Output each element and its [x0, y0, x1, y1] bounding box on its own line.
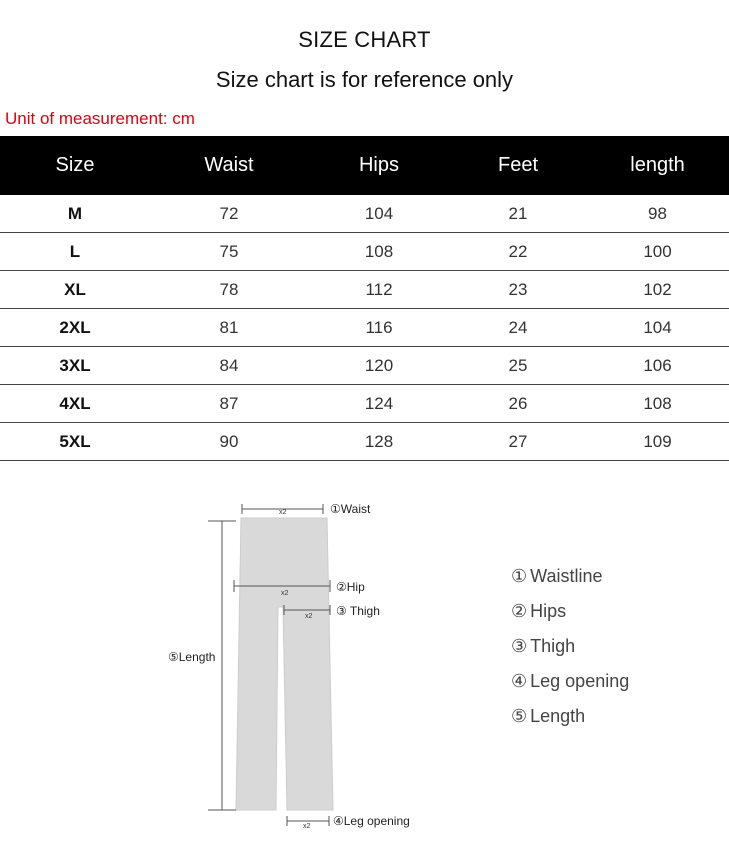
thigh-label: ③ Thigh [336, 604, 380, 618]
hips-cell: 128 [308, 423, 450, 461]
leg-opening-measure-line [287, 816, 329, 830]
length-cell: 100 [586, 233, 729, 271]
pants-illustration [236, 518, 333, 810]
chart-title: SIZE CHART [298, 27, 431, 52]
waist-label: ①Waist [330, 502, 371, 516]
legend-number: ④ [511, 671, 528, 691]
legend-number: ③ [511, 636, 528, 656]
feet-cell: 27 [450, 423, 586, 461]
size-cell: 4XL [0, 385, 150, 423]
size-cell: M [0, 195, 150, 233]
hips-cell: 108 [308, 233, 450, 271]
header-waist: Waist [150, 136, 308, 195]
hips-cell: 104 [308, 195, 450, 233]
length-measure-line [208, 521, 236, 810]
waist-cell: 75 [150, 233, 308, 271]
legend-item-thigh [511, 635, 629, 670]
unit-note: Unit of measurement: cm [5, 109, 195, 128]
legend-text: Hips [530, 601, 567, 621]
legend-item-hips [511, 600, 629, 635]
legend-text: Thigh [530, 636, 576, 656]
waist-measure-line [242, 504, 323, 516]
table-row [0, 423, 729, 461]
length-cell: 104 [586, 309, 729, 347]
size-cell: 3XL [0, 347, 150, 385]
feet-cell: 22 [450, 233, 586, 271]
hip-label: ②Hip [336, 580, 365, 594]
waist-cell: 78 [150, 271, 308, 309]
table-row [0, 385, 729, 423]
table-row [0, 233, 729, 271]
waist-cell: 87 [150, 385, 308, 423]
header-feet: Feet [450, 136, 586, 195]
legend-text: Waistline [530, 566, 603, 586]
hip-x2-label: x2 [281, 590, 289, 597]
pants-diagram [0, 485, 500, 857]
legend-number: ⑤ [511, 706, 528, 726]
legend-item-waistline [511, 565, 629, 600]
length-cell: 109 [586, 423, 729, 461]
legend-number: ① [511, 566, 528, 586]
waist-cell: 90 [150, 423, 308, 461]
size-table [0, 136, 729, 461]
waist-cell: 81 [150, 309, 308, 347]
length-cell: 106 [586, 347, 729, 385]
length-cell: 98 [586, 195, 729, 233]
header-size: Size [0, 136, 150, 195]
leg-opening-label: ④Leg opening [333, 814, 410, 828]
header-hips: Hips [308, 136, 450, 195]
size-cell: 2XL [0, 309, 150, 347]
hips-cell: 112 [308, 271, 450, 309]
thigh-x2-label: x2 [305, 613, 313, 620]
leg-x2-label: x2 [303, 823, 311, 830]
hips-cell: 124 [308, 385, 450, 423]
feet-cell: 26 [450, 385, 586, 423]
legend-item-leg-opening [511, 670, 629, 705]
feet-cell: 25 [450, 347, 586, 385]
waist-cell: 72 [150, 195, 308, 233]
hips-cell: 120 [308, 347, 450, 385]
table-row [0, 271, 729, 309]
size-cell: XL [0, 271, 150, 309]
size-cell: 5XL [0, 423, 150, 461]
measurement-legend [511, 565, 629, 740]
table-row [0, 347, 729, 385]
waist-cell: 84 [150, 347, 308, 385]
table-row [0, 309, 729, 347]
hips-cell: 116 [308, 309, 450, 347]
feet-cell: 24 [450, 309, 586, 347]
legend-text: Leg opening [530, 671, 630, 691]
header-length: length [586, 136, 729, 195]
table-header [0, 136, 729, 195]
size-cell: L [0, 233, 150, 271]
length-cell: 108 [586, 385, 729, 423]
legend-number: ② [511, 601, 528, 621]
legend-text: Length [530, 706, 586, 726]
legend-item-length [511, 705, 629, 740]
feet-cell: 21 [450, 195, 586, 233]
length-cell: 102 [586, 271, 729, 309]
length-label: ⑤Length [168, 650, 216, 664]
chart-subtitle: Size chart is for reference only [215, 67, 514, 92]
table-row [0, 195, 729, 233]
feet-cell: 23 [450, 271, 586, 309]
waist-x2-label: x2 [279, 509, 287, 516]
